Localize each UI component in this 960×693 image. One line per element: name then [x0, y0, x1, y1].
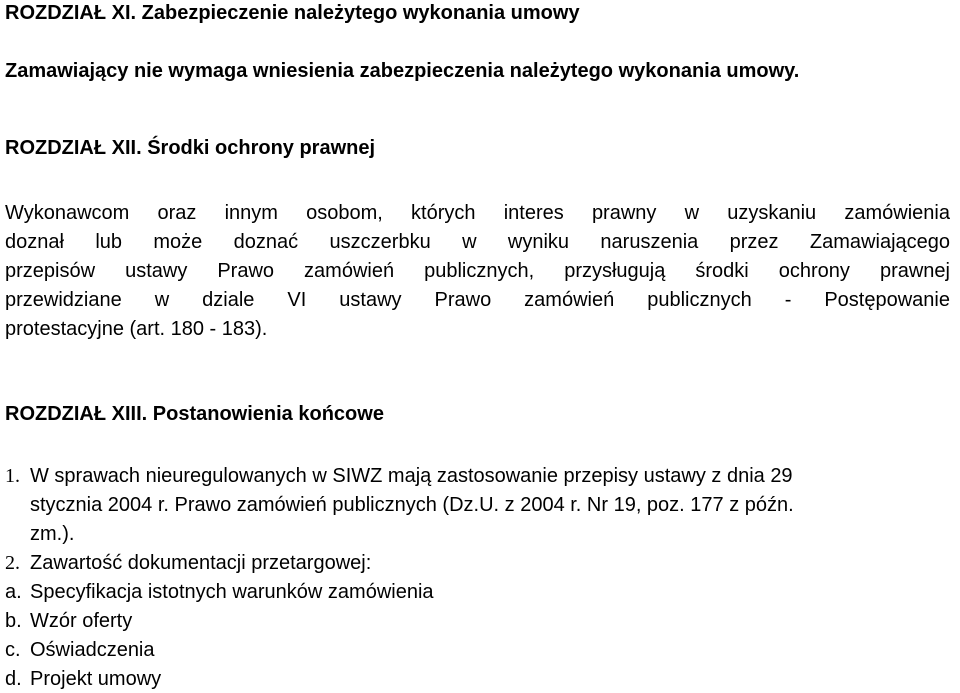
sub-list-item-a — [5, 580, 434, 604]
section-13-heading: ROZDZIAŁ XIII. Postanowienia końcowe — [5, 403, 384, 425]
section-12-heading: ROZDZIAŁ XII. Środki ochrony prawnej — [5, 137, 376, 159]
section-12-paragraph-line: przewidziane w dziale VI ustawy Prawo zamówień publicznych - Postępowanie — [5, 289, 950, 311]
sub-list-marker: b. — [5, 610, 22, 632]
section-12-paragraph-line: Wykonawcom oraz innym osobom, których interes prawny w uzyskaniu zamówienia — [5, 202, 950, 224]
list-item-1 — [5, 464, 793, 488]
sub-list-marker: d. — [5, 668, 22, 690]
section-12-paragraph-line: protestacyjne (art. 180 - 183). — [5, 318, 268, 340]
section-11-heading: ROZDZIAŁ XI. Zabezpieczenie należytego wykonania umowy — [5, 2, 580, 24]
sub-list-item-text: Oświadczenia — [30, 639, 155, 661]
sub-list-item-d — [5, 667, 161, 691]
list-item-text: W sprawach nieuregulowanych w SIWZ mają zastosowanie przepisy ustawy z dnia 29 — [30, 465, 793, 487]
list-item-2 — [5, 551, 371, 575]
list-item-text: Zawartość dokumentacji przetargowej: — [30, 552, 372, 574]
section-12-paragraph-line: doznał lub może doznać uszczerbku w wyniku naruszenia przez Zamawiającego — [5, 231, 950, 253]
sub-list-item-text: Specyfikacja istotnych warunków zamówienia — [30, 581, 434, 603]
sub-list-item-text: Projekt umowy — [30, 668, 162, 690]
sub-list-marker: c. — [5, 639, 21, 661]
list-marker: 1. — [5, 465, 20, 487]
section-11-text: Zamawiający nie wymaga wniesienia zabezpieczenia należytego wykonania umowy. — [5, 60, 800, 82]
sub-list-item-text: Wzór oferty — [30, 610, 133, 632]
list-item-1-continuation: zm.). — [30, 523, 75, 545]
sub-list-marker: a. — [5, 581, 22, 603]
list-item-1-continuation: stycznia 2004 r. Prawo zamówień publicznych (Dz.U. z 2004 r. Nr 19, poz. 177 z późn. — [30, 494, 794, 516]
list-marker: 2. — [5, 552, 20, 574]
sub-list-item-c — [5, 638, 155, 662]
sub-list-item-b — [5, 609, 132, 633]
section-12-paragraph-line: przepisów ustawy Prawo zamówień publicznych, przysługują środki ochrony prawnej — [5, 260, 950, 282]
